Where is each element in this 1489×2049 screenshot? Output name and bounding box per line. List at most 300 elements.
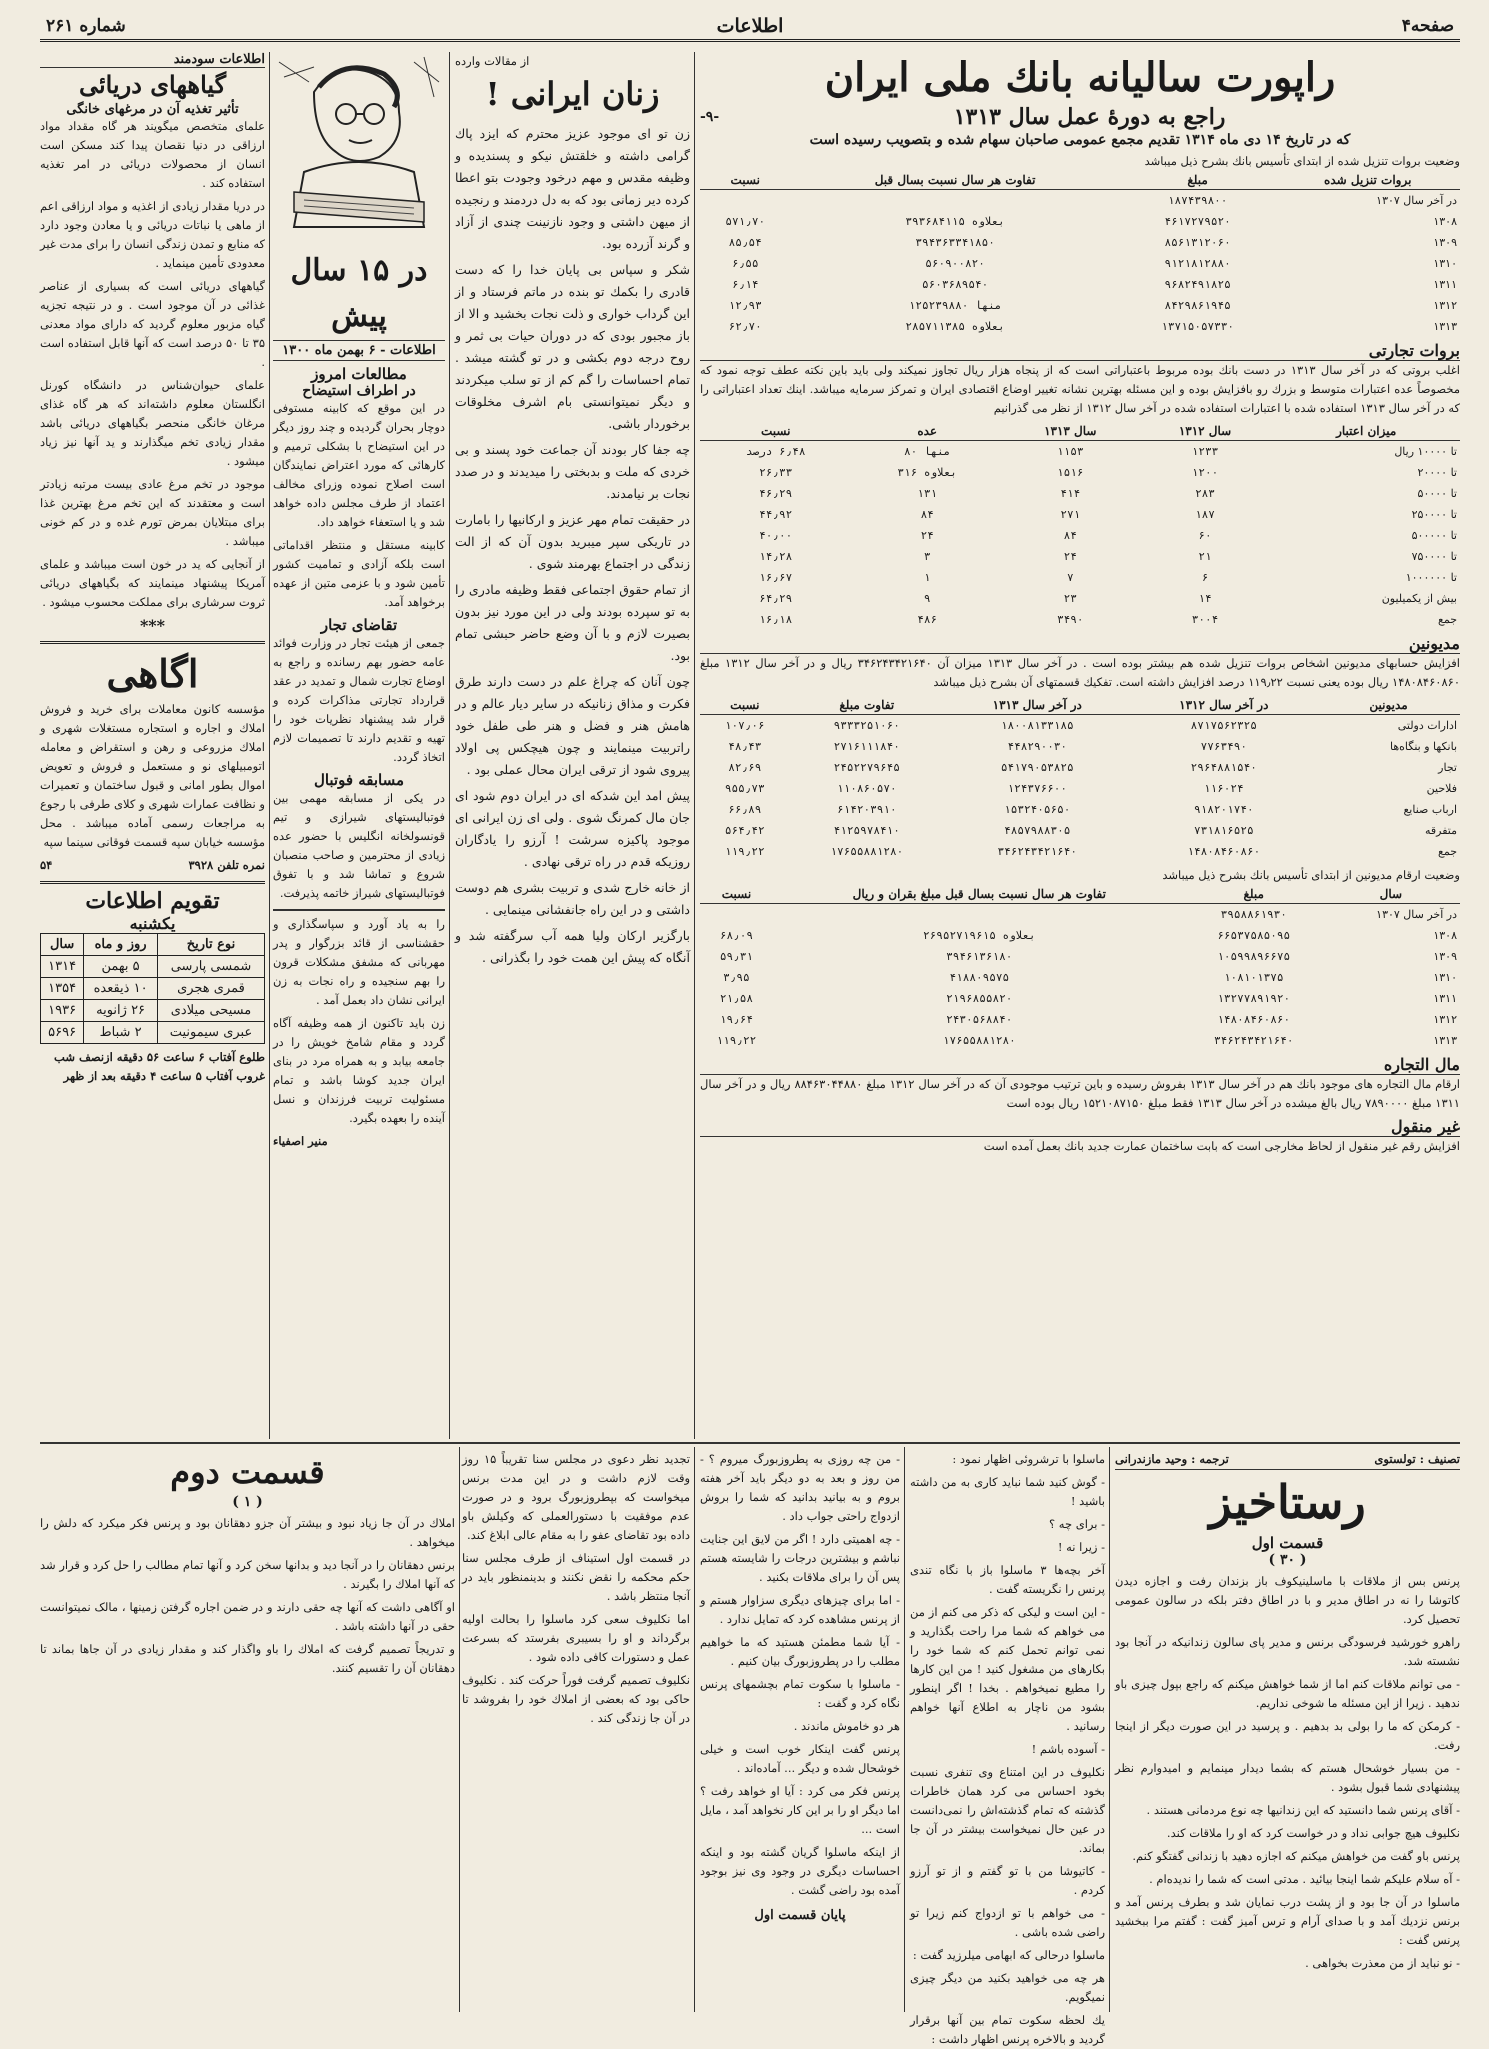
table-row — [700, 904, 1460, 926]
table-cell: ۴۴۸۲۹۰۰۳۰ — [1007, 740, 1068, 753]
section-divider — [40, 1442, 1460, 1444]
article-signature: منیر اصفیاء — [273, 1134, 328, 1148]
table-cell: ۱۴٫۲۸ — [759, 550, 793, 563]
paragraph: چون آنان که چراغ علم در دست دارند طرق فکرت و مذاق زنانیکه در سایر دیار عالم و در هامش هنر و فضل و هنر طی طفل خود راتربیت مینمایند و چون هیچکس پی اولاد پیروی شود از ترقی ایران محال عملی بود . — [455, 674, 690, 777]
calendar-box — [40, 881, 265, 1086]
useful-info-title: گیاههای دریائی — [78, 70, 227, 99]
table-cell: ۱۳۱۰ — [1433, 971, 1457, 984]
table-header: نسبت — [700, 696, 790, 715]
sunset-time: غروب آفتاب ۵ ساعت ۴ دقیقه بعد از ظهر — [63, 1069, 265, 1083]
table-cell: ۱۲۰۰ — [1191, 466, 1219, 479]
novel-paragraph: - برای چه ؟ — [1049, 1517, 1105, 1531]
bank-report-intro: وضعیت بروات تنزیل شده از ابتدای تأسیس بانك بشرح ذیل میباشد — [1144, 154, 1460, 168]
novel-paragraph: نکلیوف هیچ جوابی نداد و در خواست کرد که او را ملاقات کند. — [1166, 1826, 1460, 1840]
paragraph: از خانه خارج شدی و تربیت بشری هم دوست داشتی و در این راه جانفشانی مینمایی . — [455, 880, 690, 917]
calendar-header: سال — [41, 934, 84, 956]
novel-paragraph: او آگاهی داشت که آنها چه حقی دارند و در ضمن اجاره گرفتن زمینها ، مالک نمیتوانست حقی در آنها داشته باشد . — [40, 1600, 455, 1633]
debtors-text: افزایش حسابهای مدیونین اشخاص بروات تنزیل شده هم بیشتر بوده است . در آخر سال ۱۳۱۳ میزان آن ۳۴۶۲۴۳۴۲۱۶۴۰ ریال و در آخر سال ۱۳۱۲ مبلغ ۱۴۸۰۸۴۶۰۸۶۰ ریال بوده یعنی نسبت ۱۱۹٫۲۲ درصد افزایش داشته است. تفکیك قسمتهای آن بشرح ذیل میباشد — [700, 656, 1460, 689]
table-header: نسبت — [700, 171, 790, 190]
goods-text: ارقام مال التجاره های موجود بانك هم در آخر سال ۱۳۱۳ بفروش رسیده و باین ترتیب موجودی آن که در آخر سال ۱۳۱۲ مبلغ ۸۸۴۶۳۰۴۴۸۸۰ ریال و در آخر سال ۱۳۱۱ مبلغ ۷۸۹۰۰۰۰ ریال بالغ میشده در آخر سال ۱۳۱۳ فقط مبلغ ۱۵۲۱۰۸۷۱۵۰ ریال بوده است — [700, 1077, 1461, 1110]
calendar-row — [41, 1022, 265, 1044]
table-cell: ۲۷۱ — [1060, 508, 1081, 521]
table-cell: تا ۲۵۰۰۰۰ — [1411, 508, 1457, 521]
table-cell: ۶٫۱۴ — [731, 278, 759, 291]
table-cell: ۵۶۰۹۰۰۸۲۰ — [925, 257, 985, 270]
table-cell: ۵۶۴٫۴۲ — [724, 824, 765, 837]
novel-paragraph: - می خواهم با تو ازدواج کنم زیرا تو راضی شده باشی . — [910, 1906, 1105, 1939]
table-cell: ۴۰٫۰۰ — [759, 529, 793, 542]
useful-info-body — [40, 117, 265, 612]
article-kicker: از مقالات وارده — [455, 54, 530, 68]
calendar-cell: مسیحی میلادی — [157, 1000, 264, 1022]
table-row — [700, 715, 1460, 737]
table-cell: ۲۹۶۴۸۸۱۵۴۰ — [1190, 761, 1257, 774]
table-cell: ۵۹٫۳۱ — [719, 950, 753, 963]
novel-header-column — [1115, 1450, 1460, 2010]
page-number: صفحه۴ — [1401, 15, 1454, 36]
table-cell: بعلاوه ۳۱۶ — [897, 466, 957, 479]
novel-paragraph: پرنس باو گفت من خواهش میکنم که اجازه دهید با زندانی گفتگو کنم. — [1132, 1849, 1460, 1863]
table-cell: متفرقه — [1424, 824, 1457, 837]
table-cell: در آخر سال ۱۳۰۷ — [1376, 194, 1457, 207]
table-cell — [700, 904, 773, 926]
table-cell: ۱۷۶۵۵۸۸۱۲۸۰ — [830, 845, 904, 858]
goods-heading: مال التجاره — [700, 1055, 1460, 1075]
bank-report-subtitle: راجع به دورهٔ عمل سال ۱۳۱۳ — [953, 104, 1226, 130]
novel-paragraph: ماسلوا با ترشروئی اظهار نمود : — [952, 1452, 1105, 1466]
table-cell: ۳٫۹۵ — [723, 971, 750, 984]
notice-text: مؤسسه کانون معاملات برای خرید و فروش املاك و اجاره و استجاره مستغلات شهری و املاك مزروعی و رهن و استقراض و معامله اتومبیلهای نو و مستعمل و فروش و تعویض اموال بطور امانی و قبول ساختمان و تعمیرات و نظافت عمارات شهری و کلای طرفی با رجوع به مراجعات رسمی آماده میباشد . محل مؤسسه خیابان سپه قسمت فوقانی سینما سپه — [40, 702, 265, 849]
debtors-history-table — [700, 885, 1460, 1051]
table-cell: ۴۱۸۸۰۹۵۷۵ — [949, 971, 1010, 984]
novel-paragraph: اما نکلیوف سعی کرد ماسلوا را بحالت اولیه برگرداند و او را بسیبری بفرستد که بسرعت عمل و دستورات کافی داده شود . — [462, 1612, 690, 1664]
table-cell: منها ۱۲۵۲۳۹۸۸۰ — [908, 299, 1002, 312]
table-cell: ۱۶٫۱۸ — [759, 613, 793, 626]
table-cell: ۷ — [1066, 571, 1074, 584]
table-row — [700, 757, 1460, 778]
column-divider — [694, 1447, 695, 2012]
table-row — [700, 190, 1460, 212]
table-row — [700, 609, 1460, 630]
table-cell: ۵۴۱۷۹۰۵۳۸۲۵ — [1000, 761, 1074, 774]
table-row — [700, 295, 1460, 316]
table-row — [700, 567, 1460, 588]
table-cell: تا ۲۰۰۰۰ — [1417, 466, 1457, 479]
table-row — [700, 316, 1460, 337]
column-divider — [1109, 1447, 1110, 2012]
separator-stars: *** — [139, 616, 166, 635]
calendar-header: روز و ماه — [84, 934, 158, 956]
table-cell: ۱۸۷ — [1195, 508, 1215, 521]
table-cell: ۱۳۲۷۷۸۹۱۹۲۰ — [1217, 992, 1291, 1005]
table-cell: ۱۸۰۰۸۱۳۳۱۸۵ — [1000, 719, 1074, 732]
table-cell: ۳۴۶۲۴۳۴۲۱۶۴۰ — [1214, 1034, 1294, 1047]
novel-paragraph: - آسوده باشم ! — [1031, 1742, 1105, 1756]
table-cell: ۳۴۶۲۴۳۴۲۱۶۴۰ — [997, 845, 1077, 858]
article-body — [455, 123, 690, 969]
novel-paragraph: ماسلوا درحالی که ابهامی میلرزید گفت : — [912, 1948, 1105, 1962]
column-divider — [459, 1447, 460, 2012]
table-row — [700, 736, 1460, 757]
table-cell: فلاحین — [1426, 782, 1457, 795]
table-cell: ۱۲۳۳ — [1191, 445, 1219, 458]
table-cell: ۱۳۱ — [917, 487, 938, 500]
novel-column-4 — [462, 1450, 690, 2010]
table-header: نسبت — [700, 885, 773, 904]
table-cell: ۱۳۱۱ — [1433, 278, 1457, 291]
table-cell: ۴۱۴ — [1060, 487, 1081, 500]
table-header: سال — [1322, 885, 1460, 904]
table-cell: ۸۷۱۷۵۶۲۳۲۵ — [1190, 719, 1257, 732]
women-article — [455, 52, 690, 1437]
years-ago-title: در ۱۵ سال پیش — [290, 253, 428, 334]
table-cell: ادارات دولتی — [1397, 719, 1457, 732]
speech-more: زن باید تاکنون از همه وظیفه آگاه گردد و مقام شامخ خویش را در جامعه بیابد و به همراه مرد در بنای ایران جدید کوشا باشد و تمام مسئولیت تربیت فرزندان و نسل آینده را بعهده بگیرد. — [273, 1016, 445, 1125]
table-cell: ۱۳۱۰ — [1433, 257, 1457, 270]
table-cell: ۱۰۷٫۰۶ — [724, 719, 765, 732]
novel-paragraph: - اما برای چیزهای دیگری سزاوار هستم و از پرنس مشاهده کرد که تمایل ندارد . — [700, 1593, 900, 1626]
table-cell: ۵۶۰۳۶۸۹۵۴۰ — [921, 278, 989, 291]
table-row — [700, 525, 1460, 546]
calendar-cell: ۵ بهمن — [84, 956, 158, 978]
table-cell: ۳۰۰۴ — [1191, 613, 1219, 626]
masthead — [40, 12, 1460, 42]
table-cell: ۸۲٫۶۹ — [728, 761, 762, 774]
novel-paragraph: ماسلوا در آن جا بود و از پشت درب نمایان شد و بطرف پرنس آمد و برنس نزدیك آمد و با صدای آرام و ترس آمیز گفت : گفتم مرا ببخشید پرنس گفت : — [1115, 1895, 1460, 1947]
table-cell: ۳۹۴۶۱۳۶۱۸۰ — [946, 950, 1013, 963]
column-divider — [449, 52, 450, 1439]
table-row — [700, 274, 1460, 295]
table-header: نسبت — [700, 422, 851, 441]
table-cell: ۳۴۹۰ — [1057, 613, 1084, 626]
calendar-day: یکشنبه — [129, 914, 176, 933]
table-cell: ۱۰۸۱۰۱۳۷۵ — [1223, 971, 1284, 984]
table-row — [700, 967, 1460, 988]
table-cell: ۲۱ — [1198, 550, 1212, 563]
paragraph: زن تو ای موجود عزیز محترم که ایزد پاك گرامی داشته و خلقتش نیکو و پسندیده و وظیفه مقدس و مهم درخود وجودت بتو اعطا کرده دیر زمانی بود که به دل دردمند و رنجیده از میهن داشتی و وجود نازنینت چندی از آزاد و گرند آزرده بود. — [455, 126, 690, 251]
novel-translator: ترجمه : وحید مازندرانی — [1115, 1452, 1229, 1466]
table-cell — [700, 190, 790, 212]
table-cell: ۲۶٫۳۳ — [759, 466, 793, 479]
table-cell: بعلاوه ۲۶۹۵۲۷۱۹۶۱۵ — [922, 929, 1036, 942]
table-cell — [773, 904, 1186, 926]
calendar-title: تقویم اطلاعات — [85, 888, 220, 914]
novel-paragraph: نکلیوف تصمیم گرفت فوراً حرکت کند . نکلیوف حاکی بود که بعضی از املاك خود را بفروشد تا در آن جا زندگی کند . — [462, 1673, 690, 1725]
table-cell: تا ۵۰۰۰۰ — [1417, 487, 1457, 500]
table-cell: تا ۵۰۰۰۰۰ — [1411, 529, 1457, 542]
calendar-cell: ۵۶۹۶ — [41, 1022, 84, 1044]
table-cell: تا ۱۰۰۰۰۰۰ — [1405, 571, 1457, 584]
table-cell: ۲۷۱۶۱۱۱۸۴۰ — [833, 740, 900, 753]
section-text: کابینه مستقل و منتظر اقداماتی است بلکه آزادی و تمامیت کشور تأمین شود و با عزمی متین از عهده برخواهد آمد. — [273, 538, 445, 609]
table-cell: ۶۶۵۳۷۵۸۵۰۹۵ — [1217, 929, 1291, 942]
calendar-cell: شمسی پارسی — [157, 956, 264, 978]
table-cell: ۸۴ — [920, 508, 934, 521]
table-cell: ۱۲٫۹۳ — [728, 299, 762, 312]
section-number: -۹- — [700, 109, 720, 125]
calendar-cell: قمری هجری — [157, 978, 264, 1000]
table-row — [700, 211, 1460, 232]
novel-installment: ( ۳۰ ) — [1268, 1552, 1307, 1568]
useful-info-subtitle: تأثیر تغذیه آن در مرغهای خانگی — [66, 102, 239, 117]
novel-paragraph: یك لحظه سکوت تمام بین آنها برقرار گردید و بالاخره پرنس اظهار داشت : — [910, 2013, 1105, 2046]
table-header: عده — [851, 422, 1002, 441]
table-cell: ۱۱۶۰۲۴ — [1203, 782, 1244, 795]
table-cell: ۱ — [923, 571, 931, 584]
novel-paragraph: - آقای پرنس شما دانستید که این زندانیها چه نوع مردمانی هستند . — [1146, 1803, 1460, 1817]
novel-paragraph: - می توانم ملاقات کنم اما از شما خواهش میکنم که راجع بپول چیزی باو ندهید . زیرا از این مسئله ما شوخی نداریم. — [1115, 1677, 1460, 1710]
novel-paragraph: - ماسلوا با سکوت تمام بچشمهای پرنس نگاه کرد و گفت : — [700, 1677, 900, 1710]
novel-end-note: پایان قسمت اول — [754, 1908, 846, 1923]
table-header: تفاوت هر سال نسبت بسال قبل مبلغ بقران و ریال — [773, 885, 1186, 904]
novel-paragraph: تجدید نظر دعوی در مجلس سنا تقریباً ۱۵ روز وقت لازم داشت و در این مدت برنس میخواست که بپطروزبورگ برود و در صورت عدم موفقیت با دستورالعملی که وکیلش باو داده بود تقاضای عفو را به مقام عالی ابلاغ کند. — [462, 1452, 690, 1542]
credits-table — [700, 422, 1460, 630]
table-cell: ۶۴٫۲۹ — [759, 592, 793, 605]
table-cell: ۳۹۴۳۶۳۳۴۱۸۵۰ — [915, 236, 995, 249]
novel-part: قسمت اول — [1251, 1534, 1324, 1552]
debtors-history-intro: وضعیت ارقام مدیونین از ابتدای تأسیس بانك بشرح ذیل میباشد — [1162, 868, 1460, 882]
table-cell: ۴۸۶ — [917, 613, 938, 626]
paper-name: اطلاعات — [716, 14, 784, 37]
table-header: مدیونین — [1317, 696, 1460, 715]
table-cell: ۱۰۵۹۹۸۹۶۶۷۵ — [1217, 950, 1291, 963]
section-text: جمعی از هیئت تجار در وزارت فوائد عامه حضور بهم رسانده و راجع به اوضاع تجارت شمال و تمدید در عقد قرارداد تجارتی مذاکرات کرده و قرار شد پیشنهاد نظریات خود را تهیه و تقدیم دارند تا تصمیمات لازم اتخاذ گردد. — [273, 636, 445, 764]
table-header: تفاوت مبلغ — [790, 696, 944, 715]
novel-column-3 — [700, 1450, 900, 2010]
paragraph: بارگزیر ارکان ولیا همه آب سرگفته شد و آنگاه که پیش این همت خود را بگذرانی . — [455, 928, 690, 965]
table-cell: ۲۴ — [920, 529, 934, 542]
calendar-cell: ۲ شباط — [84, 1022, 158, 1044]
immovable-heading: غیر منقول — [700, 1117, 1460, 1137]
paragraph: گیاههای دریائی است که بسیاری از عناصر غذائی در آن موجود است . و در نتیجه تجزیه گیاه مزبور معلوم گردید که دارای مواد معدنی ۳۵ تا ۵۰ درصد است که آنها قابل استفاده است . — [40, 279, 265, 369]
section-heading: مطالعات امروز — [311, 365, 407, 383]
table-row — [700, 441, 1460, 463]
table-header: تفاوت هر سال نسبت بسال قبل — [790, 171, 1119, 190]
table-cell: ۱۱۵۳ — [1057, 445, 1084, 458]
table-row — [700, 988, 1460, 1009]
paragraph: از آنجایی که ید در خون است میباشد و علمای آمریکا پیشنهاد مینمایند که بگیاههای دریائی ثروت سرشاری برای مملکت محسوب میشود . — [40, 557, 265, 609]
table-cell: ۳ — [923, 550, 931, 563]
calendar-cell: ۲۶ ژانویه — [84, 1000, 158, 1022]
article-title: زنان ایرانی ! — [485, 75, 660, 113]
table-cell: ۷۳۱۸۱۶۵۲۵ — [1193, 824, 1254, 837]
table-row — [700, 462, 1460, 483]
table-cell: ۵۷۱٫۷۰ — [725, 215, 766, 228]
trade-bills-heading: بروات تجارتی — [700, 341, 1460, 361]
calendar-row — [41, 956, 265, 978]
table-cell: ۸۴۲۹۸۶۱۹۴۵ — [1164, 299, 1231, 312]
table-cell: ۱۳۰۹ — [1433, 236, 1457, 249]
table-cell: ۱۴۸۰۸۴۶۰۸۶۰ — [1187, 845, 1261, 858]
newspaper-page — [40, 14, 1461, 2046]
paragraph: علمای متخصص میگویند هر گاه مقداد مواد ارزاقی در دنیا نقصان پیدا کند مسکن است انسان از محصولات دریائی در امر تغذیه استفاده کند . — [40, 119, 265, 190]
trade-bills-text: اغلب بروتی که در آخر سال ۱۳۱۳ در دست بانك بوده مربوط باعتباراتی است که از پنجاه هزار ریال تجاوز نمیکند ولی باید باین نکته عطف توجه نمود که مخصوصاً عده اعتبارات متوسط و بزرك رو بافزایش بوده و این مسئله بهترین نشانه تغییر اوضاع اقتصادی ایران و تمرکز سرمایه میباشد. اینك تعداد اعتباراتی را که در آخر سال ۱۳۱۳ استفاده شده با اعتبارات استفاده شده در آخر سال ۱۳۱۲ از نظر می گذرانیم — [700, 363, 1460, 415]
paragraph: علمای حیوان‌شناس در دانشگاه کورنل انگلستان معلوم داشته‌اند که هر گاه غذای مرغان خانگی منحصر بگیاههای دریائی باشد مقدار زیادی تخم میگذارند و ید آنها نیز زیاد میشود . — [40, 378, 265, 468]
calendar-cell: ۱۰ ذیقعده — [84, 978, 158, 1000]
table-cell: بانکها و بنگاه‌ها — [1390, 740, 1457, 753]
bank-report — [700, 52, 1460, 1437]
novel-paragraph: املاك در آن جا زیاد نبود و بیشتر آن جزو دهقانان بود و پرنس فکر میکرد که دلش را میخواهد . — [40, 1516, 455, 1549]
calendar-header: نوع تاریخ — [157, 934, 264, 956]
table-cell: ۱۵۱۶ — [1057, 466, 1084, 479]
novel-paragraph: - نو نباید از من معذرت بخواهی . — [1305, 1956, 1460, 1970]
novel-author: تصنیف : تولستوی — [1374, 1452, 1460, 1466]
paragraph: چه جفا کار بودند آن جماعت خود پسند و بی خردی که ملت و بدبختی را میدیدند و در صدد نجات بر نیامدند. — [455, 442, 690, 501]
table-row — [700, 483, 1460, 504]
table-cell: منها ۸۰ — [904, 445, 951, 458]
section-text: در یکی از مسابقه مهمی بین فوتبالیستهای شیرازی و تیم قونسولخانه انگلیس با حضور عده زیادی از محترمین و صاحب منصبان شروع و تماشا شد و با تفوق فوتبالیستهای شیراز خاتمه پذیرفت. — [273, 791, 445, 900]
novel-paragraph: پرنس بس از ملاقات با ماسلینیکوف باز بزندان رفت و اجازه دیدن کاتوشا را نه در اطاق مدیر و با در اطاق دفتر بلکه در سالون عمومی تحصیل کرد. — [1115, 1574, 1460, 1626]
table-cell: ۶۲٫۷۰ — [728, 320, 762, 333]
discounted-bills-table — [700, 171, 1460, 337]
table-header: مبلغ — [1186, 885, 1322, 904]
table-cell: ۳۹۵۸۸۶۱۹۳۰ — [1220, 908, 1287, 921]
notice-title: اگاهی — [106, 651, 199, 696]
section-heading: تقاضای تجار — [320, 616, 398, 634]
calendar-cell: ۱۳۱۴ — [41, 956, 84, 978]
bank-report-note: که در تاریخ ۱۴ دی ماه ۱۳۱۴ تقدیم مجمع عمومی صاحبان سهام شده و بتصویب رسیده است — [809, 132, 1351, 148]
table-cell: ۹۳۳۳۲۵۱۰۶۰ — [833, 719, 900, 732]
table-cell: ۲۸۳ — [1195, 487, 1215, 500]
useful-info-column — [40, 52, 265, 1437]
table-header: سال ۱۳۱۲ — [1138, 422, 1273, 441]
table-cell: ۴۴٫۹۲ — [759, 508, 793, 521]
bank-report-title: راپورت سالیانه بانك ملی ایران — [824, 54, 1336, 101]
issue-number: شماره ۲۶۱ — [46, 15, 126, 36]
table-row — [700, 799, 1460, 820]
table-row — [700, 504, 1460, 525]
table-header: بروات تنزیل شده — [1276, 171, 1460, 190]
table-cell: ۱۳۷۱۵۰۵۷۳۳۰ — [1161, 320, 1235, 333]
table-cell: ۱۳۱۲ — [1433, 1013, 1457, 1026]
section-text: در این موقع که کابینه مستوفی دوچار بحران گردیده و چند روز دیگر در این استیضاح با بشکلی ترمیم و کارهائی که مورد اعتراض نمایندگان است اصلاح نموده وزرای مخالف اعتماد از طرف مجلس داده خواهد شد و یا استعفاء خواهد داد. — [273, 401, 445, 529]
paragraph: از تمام حقوق اجتماعی فقط وظیفه مادری را به تو سپرده بودند ولی در این مورد نیز بدون بصیرت لازم و با آن وضع حاضر حبشی تمام بود. — [455, 582, 690, 663]
table-cell: ۷۷۶۳۴۹۰ — [1200, 740, 1247, 753]
useful-info-header: اطلاعات سودمند — [40, 52, 265, 68]
notice-code: ۵۴ — [40, 858, 53, 872]
immovable-text: افزایش رقم غیر منقول از لحاظ مخارجی است که بابت ساختمان عمارت جدید بانك بعمل آمده است — [983, 1139, 1460, 1153]
table-cell: ۱۴۸۰۸۴۶۰۸۶۰ — [1217, 1013, 1291, 1026]
table-row — [700, 841, 1460, 862]
table-row — [700, 232, 1460, 253]
table-row — [700, 253, 1460, 274]
paragraph: در حقیقت تمام مهر عزیز و ارکانیها را بامارت در تاریکی سپر میبرید بدون آن که از الت زندگی در اجتماع بهرمند شوی . — [455, 512, 690, 571]
novel-paragraph: - کاتیوشا من با تو گفتم و از تو آرزو کردم . — [910, 1864, 1105, 1897]
table-cell: ۴۸٫۴۳ — [728, 740, 762, 753]
table-cell: ۹۱۸۲۰۱۷۴۰ — [1193, 803, 1254, 816]
table-row — [700, 1030, 1460, 1051]
table-cell: ۹۶۸۲۴۹۱۸۲۵ — [1164, 278, 1231, 291]
table-cell: ۱۳۱۳ — [1433, 1034, 1457, 1047]
table-cell: جمع — [1437, 613, 1457, 626]
table-cell: ۱۳۱۱ — [1433, 992, 1457, 1005]
table-cell: ۱۳۰۸ — [1433, 929, 1457, 942]
table-header: در آخر سال ۱۳۱۲ — [1131, 696, 1318, 715]
table-cell: ۶۱۴۲۰۳۹۱۰ — [836, 803, 897, 816]
table-cell: ۸۵۶۱۳۱۲۰۶۰ — [1164, 236, 1231, 249]
years-ago-sections — [273, 365, 445, 903]
table-cell: ۲۳ — [1063, 592, 1077, 605]
notice-box — [40, 641, 265, 875]
table-cell: ۴۶۱۷۲۷۹۵۲۰ — [1164, 215, 1231, 228]
debtors-heading: مدیونین — [700, 634, 1460, 654]
novel-part-two-column — [40, 1450, 455, 2010]
table-cell: ۹۱۲۱۸۱۲۸۸۰ — [1164, 257, 1231, 270]
novel-paragraph: - آه سلام علیکم شما اینجا بیائید . مدتی است که شما را ندیده‌ام . — [1149, 1872, 1460, 1886]
novel-paragraph: - زیرا نه ! — [1057, 1540, 1105, 1554]
calendar-row — [41, 978, 265, 1000]
table-cell: بعلاوه ۲۸۵۷۱۱۳۸۵ — [905, 320, 1005, 333]
table-cell: ۱۷۶۵۵۸۸۱۲۸۰ — [942, 1034, 1016, 1047]
column-divider — [694, 52, 695, 1439]
table-cell: ۸۵٫۵۴ — [728, 236, 762, 249]
novel-column-2 — [910, 1450, 1105, 2046]
column-divider — [904, 1447, 905, 2012]
table-cell: ۴۸۵۷۹۸۸۳۰۵ — [1004, 824, 1071, 837]
table-cell: ۱۳۱۳ — [1433, 320, 1457, 333]
novel-paragraph: - گوش کنید شما نباید کاری به من داشته باشید ! — [910, 1475, 1105, 1508]
section-heading: مسابقه فوتبال — [313, 771, 405, 789]
novel-paragraph: هر چه می خواهید بکنید من دیگر چیزی نمیگویم. — [910, 1971, 1105, 2004]
table-cell: ۴۱۲۵۹۷۸۴۱۰ — [833, 824, 900, 837]
paragraph: در دریا مقدار زیادی از اغذیه و مواد ارزاقی اعم از ماهی یا نباتات دریائی و یا معادن وجود دارد که منابع و تمدن زندگی انسان را برای مدت غیر معدودی تأمین مینماید . — [40, 199, 265, 270]
table-row — [700, 1009, 1460, 1030]
novel-paragraph: - کرمکن که ما را بولی بد بدهیم . و پرسید در این صورت دیگر از اینجا رفت. — [1115, 1719, 1460, 1752]
sunrise-time: طلوع آفتاب ۶ ساعت ۵۶ دقیقه ازنصف شب — [54, 1050, 265, 1064]
table-cell: ۱۴ — [1198, 592, 1212, 605]
table-cell: تا ۱۰۰۰۰ ریال — [1394, 445, 1457, 458]
novel-column — [1115, 1572, 1460, 1973]
table-row — [700, 925, 1460, 946]
notice-phone: نمره تلفن ۳۹۲۸ — [188, 858, 265, 872]
table-cell: ۹۵۵٫۷۳ — [724, 782, 765, 795]
table-cell: ۲۴۵۲۲۷۹۶۴۵ — [833, 761, 900, 774]
table-header: مبلغ — [1120, 171, 1276, 190]
debtors-table — [700, 696, 1460, 862]
table-header: میزان اعتبار — [1272, 422, 1460, 441]
table-cell: بعلاوه ۳۹۳۶۸۴۱۱۵ — [905, 215, 1005, 228]
table-cell: بیش از یکمیلیون — [1381, 592, 1457, 605]
table-cell: ۱۱۹٫۲۲ — [724, 845, 765, 858]
novel-paragraph: - این است و لیکی که ذکر می کنم از من می خواهم که شما مرا راحت بگذارید و نمی توانم تحمل کنم که شما خود را بکارهای من مشغول کنید ! من این کارها را مطیع نمیخواهم . بخدا ! اگر اینطور بشود من ناچار به اطلاع آنها خواهم رسانید . — [910, 1605, 1105, 1733]
reader-illustration — [274, 52, 444, 242]
column-divider — [269, 52, 270, 1439]
section-subheading: در اطراف استیضاح — [302, 383, 416, 399]
table-cell: ارباب صنایع — [1403, 803, 1457, 816]
table-cell: ۶٫۴۸ درصد — [745, 445, 806, 458]
table-cell: ۱۳۰۹ — [1433, 950, 1457, 963]
novel-paragraph: در قسمت اول استیناف از طرف مجلس سنا حکم محکمه را نقض نکنند و بدینمنظور باید در آنجا منتظر باشد . — [462, 1551, 690, 1603]
part-two-title: قسمت دوم — [170, 1453, 325, 1491]
calendar-cell: عبری سیمونیت — [157, 1022, 264, 1044]
novel-paragraph: هر دو خاموش ماندند . — [793, 1719, 900, 1733]
calendar-table — [40, 933, 265, 1044]
table-row — [700, 778, 1460, 799]
table-cell: ۲۱۹۶۸۵۵۸۲۰ — [946, 992, 1013, 1005]
table-cell: ۱۵۳۲۴۰۵۶۵۰ — [1004, 803, 1071, 816]
table-header: در آخر سال ۱۳۱۳ — [944, 696, 1131, 715]
paragraph: پیش امد این شدکه ای در ایران دوم شود ای جان مال کمرنگ شوی . ولی ای زن ایرانی ای موجود پاکیزه سرشت ! آرزو را یادگاران روزیکه قدم در راه ترقی نهادی . — [455, 788, 690, 869]
table-cell — [790, 190, 1119, 212]
table-cell: ۶۶٫۸۹ — [728, 803, 762, 816]
table-row — [700, 946, 1460, 967]
years-ago-date: اطلاعات - ۶ بهمن ماه ۱۳۰۰ — [273, 340, 445, 361]
table-cell: تا ۷۵۰۰۰۰ — [1411, 550, 1457, 563]
calendar-cell: ۱۹۳۶ — [41, 1000, 84, 1022]
table-cell: جمع — [1437, 845, 1457, 858]
novel-paragraph: نکلیوف در این امتناع وی تنفری نسبت بخود احساس می کرد همان خاطرات گذشته که تمام گذشته‌اش را نمی‌دانست در عین حال نمیخواست بیشتر در آن جا بماند. — [910, 1765, 1105, 1855]
table-cell: ۹ — [923, 592, 931, 605]
